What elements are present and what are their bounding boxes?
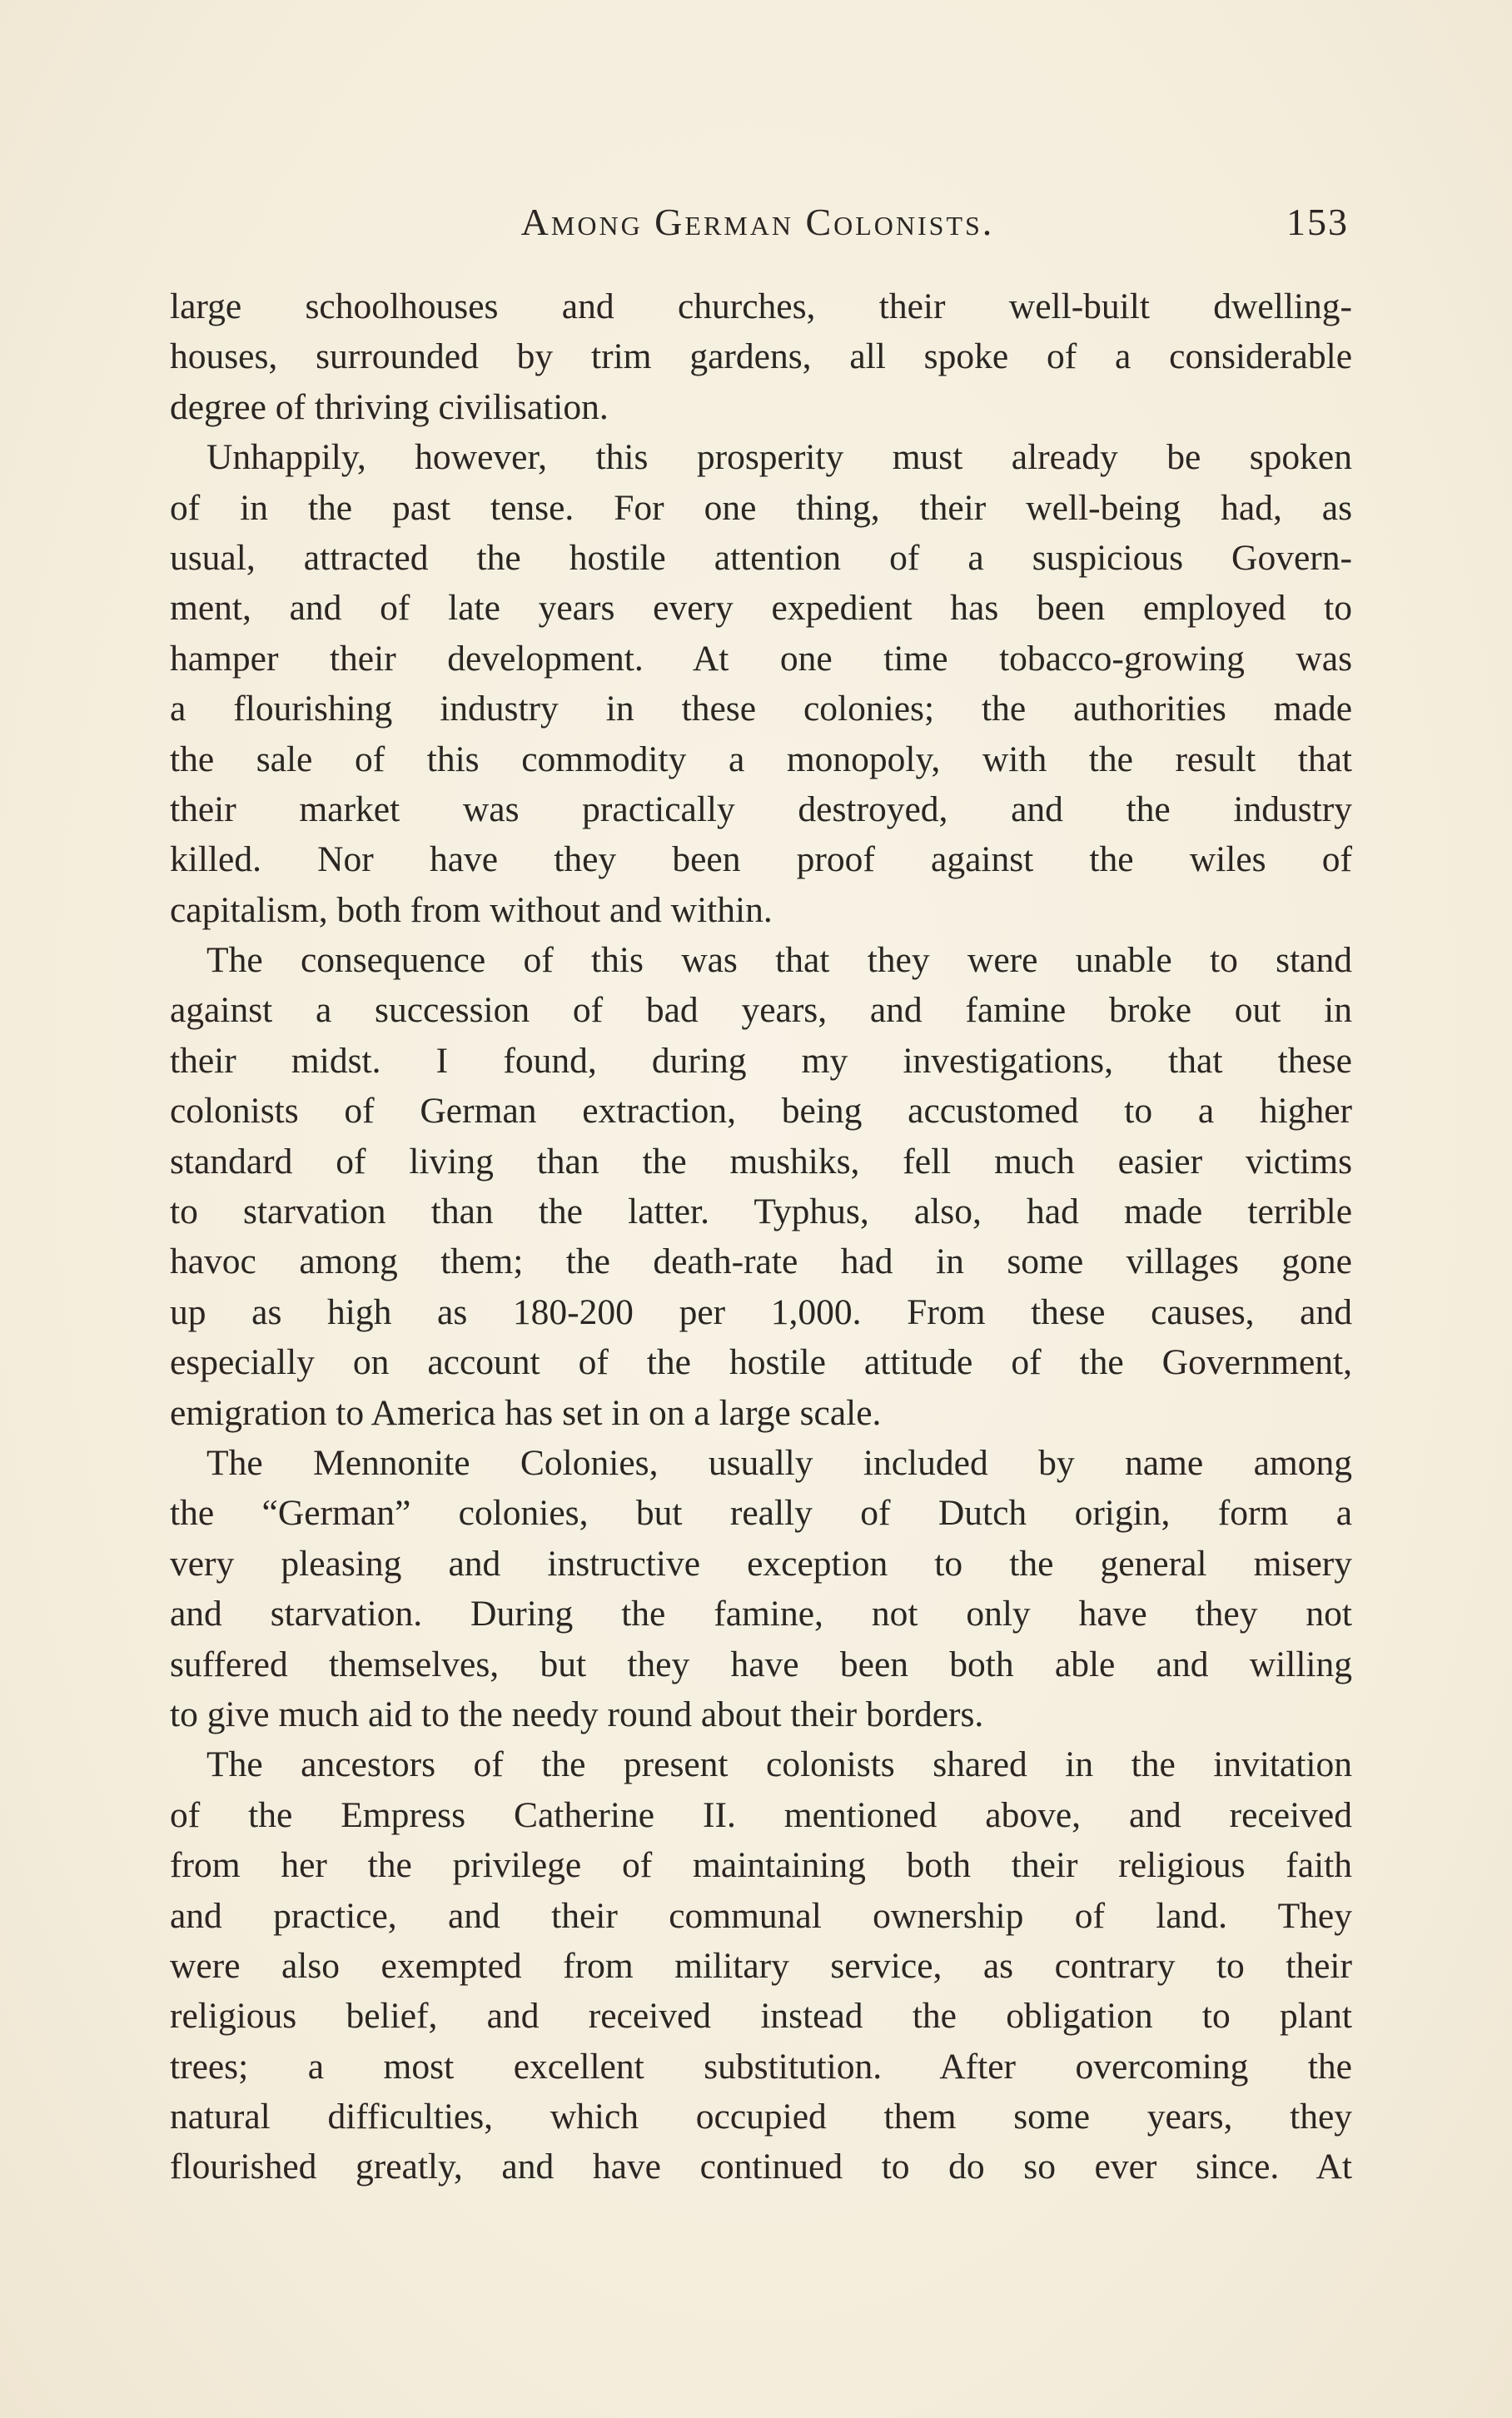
text-line: the sale of this commodity a monopoly, with the result that bbox=[170, 739, 1352, 779]
text-line: standard of living than the mushiks, fell much easier victims bbox=[170, 1141, 1352, 1182]
text-line: trees; a most excellent substitution. After overcoming the bbox=[170, 2046, 1352, 2087]
text-line: capitalism, both from without and within. bbox=[170, 889, 773, 930]
text-line: havoc among them; the death-rate had in some villages gone bbox=[170, 1241, 1352, 1282]
text-line: suffered themselves, but they have been both able and willing bbox=[170, 1644, 1352, 1684]
text-line: religious belief, and received instead the obligation to plant bbox=[170, 1996, 1352, 2037]
text-line: killed. Nor have they been proof against the wiles of bbox=[170, 839, 1352, 880]
text-line: a flourishing industry in these colonies; the authorities made bbox=[170, 689, 1352, 729]
text-line: and practice, and their communal ownership of land. They bbox=[170, 1895, 1352, 1936]
text-line: The ancestors of the present colonists shared in the invitation bbox=[206, 1744, 1352, 1785]
text-line: of the Empress Catherine II. mentioned above, and received bbox=[170, 1794, 1352, 1835]
text-line: The consequence of this was that they were unable to stand bbox=[206, 940, 1352, 981]
text-line: up as high as 180-200 per 1,000. From these causes, and bbox=[170, 1291, 1352, 1332]
running-head bbox=[167, 200, 1349, 250]
running-title: Among German Colonists. bbox=[520, 201, 995, 243]
text-line: hamper their development. At one time tobacco-growing was bbox=[170, 638, 1352, 679]
text-line: their market was practically destroyed, and the industry bbox=[170, 789, 1352, 829]
text-line: large schoolhouses and churches, their well-built dwelling- bbox=[170, 286, 1352, 326]
text-line: houses, surrounded by trim gardens, all spoke of a considerable bbox=[170, 336, 1352, 377]
text-line: to give much aid to the needy round about their borders. bbox=[170, 1694, 984, 1734]
text-line: to starvation than the latter. Typhus, also, had made terrible bbox=[170, 1192, 1352, 1232]
text-line: their midst. I found, during my investigations, that these bbox=[170, 1040, 1352, 1081]
text-line: against a succession of bad years, and famine broke out in bbox=[170, 990, 1352, 1031]
text-line: were also exempted from military service, as contrary to their bbox=[170, 1945, 1352, 1986]
body-text bbox=[170, 281, 1352, 2192]
text-line: colonists of German extraction, being accustomed to a higher bbox=[170, 1091, 1352, 1132]
text-line: usual, attracted the hostile attention of a suspicious Govern- bbox=[170, 537, 1352, 578]
text-line: natural difficulties, which occupied them some years, they bbox=[170, 2097, 1352, 2137]
text-line: degree of thriving civilisation. bbox=[170, 386, 609, 427]
text-line: ment, and of late years every expedient has been employed to bbox=[170, 588, 1352, 629]
text-line: Unhappily, however, this prosperity must already be spoken bbox=[206, 437, 1352, 478]
text-line: of in the past tense. For one thing, their well-being had, as bbox=[170, 487, 1352, 528]
text-line: emigration to America has set in on a large scale. bbox=[170, 1392, 882, 1433]
text-line: the “German” colonies, but really of Dutch origin, form a bbox=[170, 1493, 1352, 1534]
text-line: especially on account of the hostile attitude of the Government, bbox=[170, 1342, 1352, 1383]
text-line: and starvation. During the famine, not only have they not bbox=[170, 1594, 1352, 1634]
page-number: 153 bbox=[1286, 201, 1349, 243]
text-line: from her the privilege of maintaining both their religious faith bbox=[170, 1845, 1352, 1886]
text-line: flourished greatly, and have continued to do so ever since. At bbox=[170, 2147, 1352, 2187]
text-line: The Mennonite Colonies, usually included by name among bbox=[206, 1442, 1352, 1483]
text-line: very pleasing and instructive exception to the general misery bbox=[170, 1543, 1352, 1584]
